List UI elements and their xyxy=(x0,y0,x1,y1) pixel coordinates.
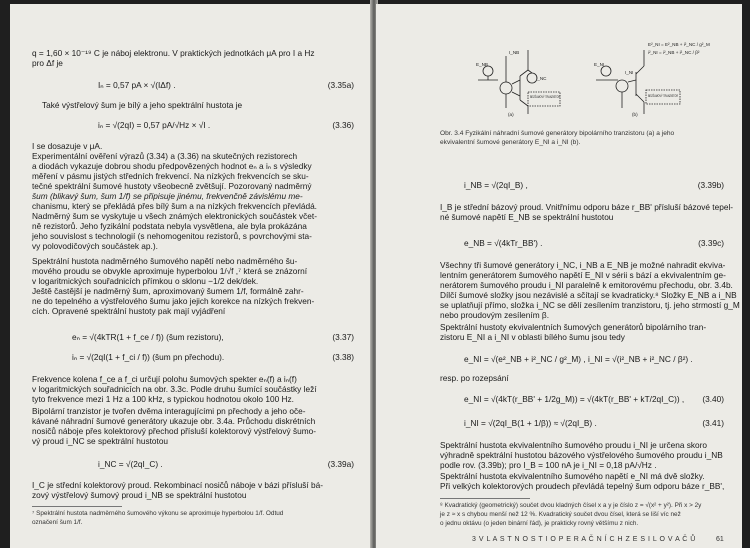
text-line: pro Δf je xyxy=(32,58,63,68)
footnote-line: ⁸ Kvadratický (geometrický) součet dvou kladných čísel x a y je číslo z = √(x² + y²). Při x > 2y xyxy=(440,502,702,509)
equation-number: (3.35a) xyxy=(327,80,354,90)
text-line: tečné spektrální šumové hustoty všeobecně zvětšují. Pozorovaný nadměrný xyxy=(32,181,312,191)
equation-pair: e_NI = √(e²_NB + i²_NC / g²_M) , i_NI = √(i²_NB + i²_NC / β²) . xyxy=(464,354,693,364)
equation-number: (3.37) xyxy=(332,332,354,342)
text-line: q = 1,60 × 10⁻¹⁹ C je náboj elektronu. V praktických jednotkách μA pro I a Hz xyxy=(32,48,315,58)
equation-3-39c: e_NB = √(4kTr_BB') . xyxy=(464,238,543,248)
equation-3-40: e_NI = √(4kT(r_BB' + 1/2g_M)) = √(4kT(r_BB' + kT/2qI_C)) , xyxy=(464,394,685,404)
text-line: zový výstřelový šumový proud i_NB se spektrální hustotou xyxy=(32,490,247,500)
text-line: chanismu, který se překládá přes bílý šum a na nízkých frekvencích převládá. xyxy=(32,201,317,211)
text-line: Nadměrný šum se vyskytuje u všech známých elektronických součástek včet- xyxy=(32,211,317,221)
page-number: 61 xyxy=(716,536,724,543)
figure-caption: Obr. 3.4 Fyzikální náhradní šumové generátory bipolárního tranzistoru (a) a jeho xyxy=(440,130,675,137)
text-line: tyto frekvence mezi 1 Hz a 100 kHz, s typickou hodnotou okolo 100 Hz. xyxy=(32,394,294,404)
equation-3-38: iₙ = √(2qI(1 + f_ci / f)) (šum pn přechodu). xyxy=(72,352,225,362)
equation-number: (3.39c) xyxy=(698,238,724,248)
equation-number: (3.38) xyxy=(332,352,354,362)
text-line: Spektrální hustota ekvivalentního šumového napětí e_NI má dvě složky. xyxy=(440,471,705,481)
text-line: lentním generátorem šumového napětí E_NI v sérii s bází a ekvivalentním ge- xyxy=(440,270,726,280)
equation-number: (3.41) xyxy=(702,418,724,428)
figure-gen-label: I_NI xyxy=(625,70,634,75)
text-line: mového proudu se obvykle aproximuje hyperbolou 1/√f ,⁷ která se znázorní xyxy=(32,266,308,276)
text-line: v logaritmických souřadnicích přímkou o sklonu −1/2 dek/dek. xyxy=(32,276,259,286)
text-line: Spektrální hustota ekvivalentního šumového proudu i_NI je určena skoro xyxy=(440,440,708,450)
equation-number: (3.36) xyxy=(332,120,354,130)
footnote-rule xyxy=(32,506,122,507)
text-line: šum (blikavý šum, šum 1/f) se připisuje jinému, frekvenčně závislému me- xyxy=(32,191,303,201)
text-line: I_B je střední bázový proud. Vnitřnímu odporu báze r_BB' přísluší bázové tepel- xyxy=(440,202,734,212)
box-label-b: BEZŠUMOVÝ TRANZISTOR xyxy=(648,93,679,98)
footnote-rule xyxy=(440,498,530,499)
text-line: v logaritmických souřadnicích na obr. 3.3c. Podle druhu šumící součástky leží xyxy=(32,384,317,394)
figure-label-a: (a) xyxy=(508,112,514,117)
figure-gen-label: E_NI xyxy=(594,62,605,67)
figure-caption: ekvivalentní šumové generátory E_NI a i_NI (b). xyxy=(440,139,581,146)
figure-formula: E²_NI = E²_NB + i²_NC / g²_M xyxy=(648,42,710,47)
text-line: nosičů náboje přes kolektorový přechod přísluší kolektorový výstřelový šumo- xyxy=(32,426,317,436)
running-footer: 3 V L A S T N O S T I O P E R A Č N Í C H Z E S I L O V A Č Ů xyxy=(472,536,696,543)
text-line: I_C je střední kolektorový proud. Rekombinací nosičů náboje v bázi přísluší bá- xyxy=(32,480,323,490)
equation-number: (3.39b) xyxy=(697,180,724,190)
text-line: Spektrální hustota nadměrného šumového napětí nebo nadměrného šu- xyxy=(32,256,298,266)
text-line: a diodách vykazuje dobrou shodu předpovězených hodnot eₙ a iₙ s výsledky xyxy=(32,161,312,171)
text-line: I se dosazuje v μA. xyxy=(32,141,103,151)
text-line: vy polovodičových součástek ap.). xyxy=(32,241,158,251)
equation-3-39b: i_NB = √(2qI_B) , xyxy=(464,180,528,190)
figure-3-4 xyxy=(468,36,718,118)
footnote-line: o jednu oktávu (o jeden binární řád), je prakticky rovný většímu z nich. xyxy=(440,520,639,527)
text-line: se uplatňují přímo, složka i_NC se dělí zesílením tranzistoru, tj. jeho strmostí g_M xyxy=(440,300,740,310)
figure-formula: i²_NI = i²_NB + i²_NC / β² xyxy=(648,50,700,55)
text-line: Bipolární tranzistor je tvořen dvěma interagujícími pn přechody a jeho oče- xyxy=(32,406,306,416)
text-line: Všechny tři šumové generátory i_NC, i_NB a E_NB je možné nahradit ekviva- xyxy=(440,260,726,270)
text-line: resp. po rozepsání xyxy=(440,373,509,383)
equation-number: (3.39a) xyxy=(327,459,354,469)
transistor-noise-diagram xyxy=(468,36,718,118)
text-line: nebo proudovým zesílením β. xyxy=(440,310,549,320)
equation-3-39a: i_NC = √(2qI_C) . xyxy=(98,459,163,469)
box-label-a: BEZŠUMOVÝ TRANZISTOR xyxy=(530,94,561,99)
text-line: měření v pásmu jistých středních frekvencí. Na nízkých frekvencích se sku- xyxy=(32,171,309,181)
figure-label-b: (b) xyxy=(632,112,638,117)
text-line: ne do tepelného a výstřelového šumu jako jejich korekce na nízkých frekven- xyxy=(32,296,315,306)
text-line: nerátorem šumového proudu i_NI paralelně k emitorovému přechodu, obr. 3.4b. xyxy=(440,280,733,290)
text-line: vý proud i_NC se spektrální hustotou xyxy=(32,436,169,446)
text-line: zistoru E_NI a i_NI v oblasti bílého šumu jsou tedy xyxy=(440,332,625,342)
text-line: kávané náhradní šumové generátory ukazuje obr. 3.4a. Průchodu diskrétních xyxy=(32,416,316,426)
text-line: Spektrální hustoty ekvivalentních šumových generátorů bipolárního tran- xyxy=(440,322,707,332)
text-line: Také výstřelový šum je bílý a jeho spektrální hustota je xyxy=(42,100,243,110)
text-line: Frekvence kolena f_ce a f_ci určují polohu šumových spekter eₙ(f) a iₙ(f) xyxy=(32,374,297,384)
text-line: Ještě častější je nadměrný šum, aproximovaný šumem 1/f, formálně zahr- xyxy=(32,286,304,296)
equation-3-36: iₙ = √(2qI) = 0,57 pA/√Hz × √I . xyxy=(98,120,211,130)
text-line: výhradně spektrální hustotou bázového výstřelového šumového proudu i_NB xyxy=(440,450,723,460)
equation-3-41: i_NI = √(2qI_B(1 + 1/β)) ≈ √(2qI_B) . xyxy=(464,418,597,428)
text-line: cích. Opravené spektrální hustoty pak mají vyjádření xyxy=(32,306,226,316)
text-line: Experimentální ověření výrazů (3.34) a (3.36) na skutečných rezistorech xyxy=(32,151,298,161)
equation-3-35a: Iₙ = 0,57 pA × √(IΔf) . xyxy=(98,80,176,90)
equation-number: (3.40) xyxy=(702,394,724,404)
equation-3-37: eₙ = √(4kTR(1 + f_ce / f)) (šum rezistoru), xyxy=(72,332,224,342)
figure-gen-label: I_NB xyxy=(509,50,520,55)
figure-gen-label: E_NB xyxy=(476,62,489,67)
text-line: podle rov. (3.39b); pro I_B = 100 nA je i_NI = 0,18 pA/√Hz . xyxy=(440,460,657,470)
left-page xyxy=(10,4,372,548)
text-line: ně rezistorů. Jeho fyzikální podstata nebyla vysvětlena, ale byla prokázána xyxy=(32,221,307,231)
footnote-line: ⁷ Spektrální hustota nadměrného šumového výkonu se aproximuje hyperbolou 1/f. Odtud xyxy=(32,510,284,517)
text-line: Při velkých kolektorových proudech převládá tepelný šum odporu báze r_BB', xyxy=(440,481,725,491)
footnote-line: je z ≈ x s chybou menší než 12 %. Kvadratický součet dvou čísel, která se liší víc než xyxy=(440,511,681,518)
text-line: jeho souvislost s technologií (s nehomogenitou rezistorů, s povrchovými sta- xyxy=(32,231,312,241)
text-line: Dílčí šumové složky jsou nezávislé a sčítají se kvadraticky.⁸ Složky E_NB a i_NB xyxy=(440,290,737,300)
figure-gen-label: I_NC xyxy=(536,76,547,81)
footnote-line: označení šum 1/f. xyxy=(32,519,83,526)
right-page xyxy=(376,4,742,548)
text-line: né šumové napětí E_NB se spektrální hustotou xyxy=(440,212,614,222)
